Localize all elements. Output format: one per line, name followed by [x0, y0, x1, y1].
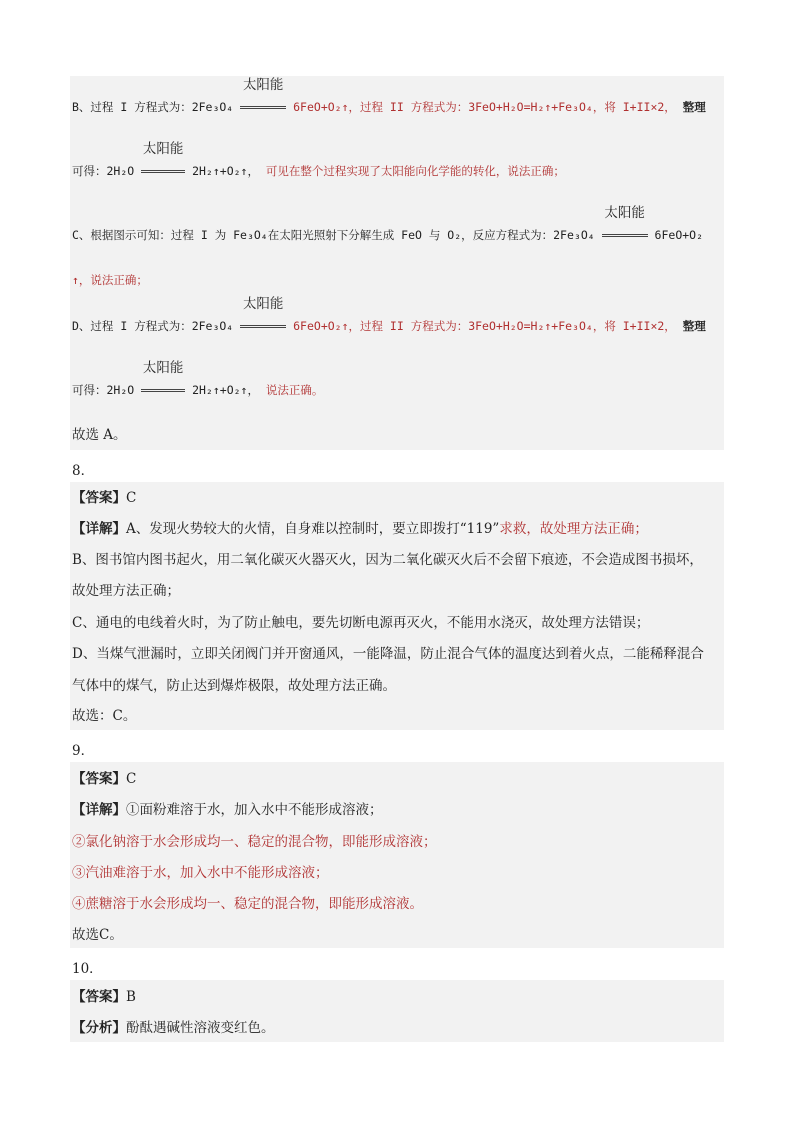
q8-detail-a: 【详解】A、发现火势较大的火情，自身难以控制时，要立即拨打“119”求救，故处理方法正确；	[72, 521, 648, 537]
q8-detail-b1: B、图书馆内图书起火，用二氧化碳灭火器灭火，因为二氧化碳灭火后不会留下痕迹，不会造成图书损坏，	[72, 552, 703, 568]
q7-conclusion: 故选 A。	[72, 427, 127, 443]
q9-conclusion: 故选C。	[72, 927, 123, 943]
q9-detail-4: ④蔗糖溶于水会形成均一、稳定的混合物，即能形成溶液。	[72, 896, 423, 912]
q10-answer: 【答案】B	[72, 989, 136, 1005]
q9-detail-2: ②氯化钠溶于水会形成均一、稳定的混合物，即能形成溶液；	[72, 834, 437, 850]
q10-analysis: 【分析】酚酞遇碱性溶液变红色。	[72, 1020, 275, 1036]
q8-detail-b2: 故处理方法正确；	[72, 583, 180, 599]
question-number-8: 8．	[72, 463, 95, 479]
q8-answer: 【答案】C	[72, 490, 137, 506]
option-c-line2: ↑，说法正确；	[72, 273, 148, 287]
option-b-line2: 可得：2H₂O 太阳能 2H₂↑+O₂↑， 可见在整个过程实现了太阳能向化学能的转化，说法正确；	[72, 141, 565, 178]
option-b-line1: B、过程 I 方程式为：2Fe₃O₄ 太阳能 6FeO+O₂↑，过程 II 方程式为：3FeO+H₂O=H₂↑+Fe₃O₄，将 I+II×2， 整理	[72, 77, 706, 114]
q9-answer: 【答案】C	[72, 771, 137, 787]
q8-detail-d1: D、当煤气泄漏时，立即关闭阀门并开窗通风，一能降温，防止混合气体的温度达到着火点，二能稀释混合	[72, 646, 704, 662]
answer-block-q9	[70, 762, 724, 948]
q9-detail-1: 【详解】①面粉难溶于水，加入水中不能形成溶液；	[72, 802, 383, 818]
q8-detail-c: C、通电的电线着火时，为了防止触电，要先切断电源再灭火，不能用水浇灭，故处理方法错误；	[72, 615, 650, 631]
question-number-9: 9．	[72, 743, 95, 759]
option-d-line2: 可得：2H₂O 太阳能 2H₂↑+O₂↑， 说法正确。	[72, 360, 324, 397]
option-d-line1: D、过程 I 方程式为：2Fe₃O₄ 太阳能 6FeO+O₂↑，过程 II 方程式为：3FeO+H₂O=H₂↑+Fe₃O₄，将 I+II×2， 整理	[72, 296, 706, 333]
question-number-10: 10．	[72, 961, 103, 977]
q9-detail-3: ③汽油难溶于水，加入水中不能形成溶液；	[72, 865, 329, 881]
q8-detail-d2: 气体中的煤气，防止达到爆炸极限，故处理方法正确。	[72, 678, 396, 694]
q8-conclusion: 故选：C。	[72, 708, 137, 724]
option-c-line1: C、根据图示可知：过程 I 为 Fe₃O₄在太阳光照射下分解生成 FeO 与 O₂，反应方程式为：2Fe₃O₄ 太阳能 6FeO+O₂	[72, 205, 704, 242]
